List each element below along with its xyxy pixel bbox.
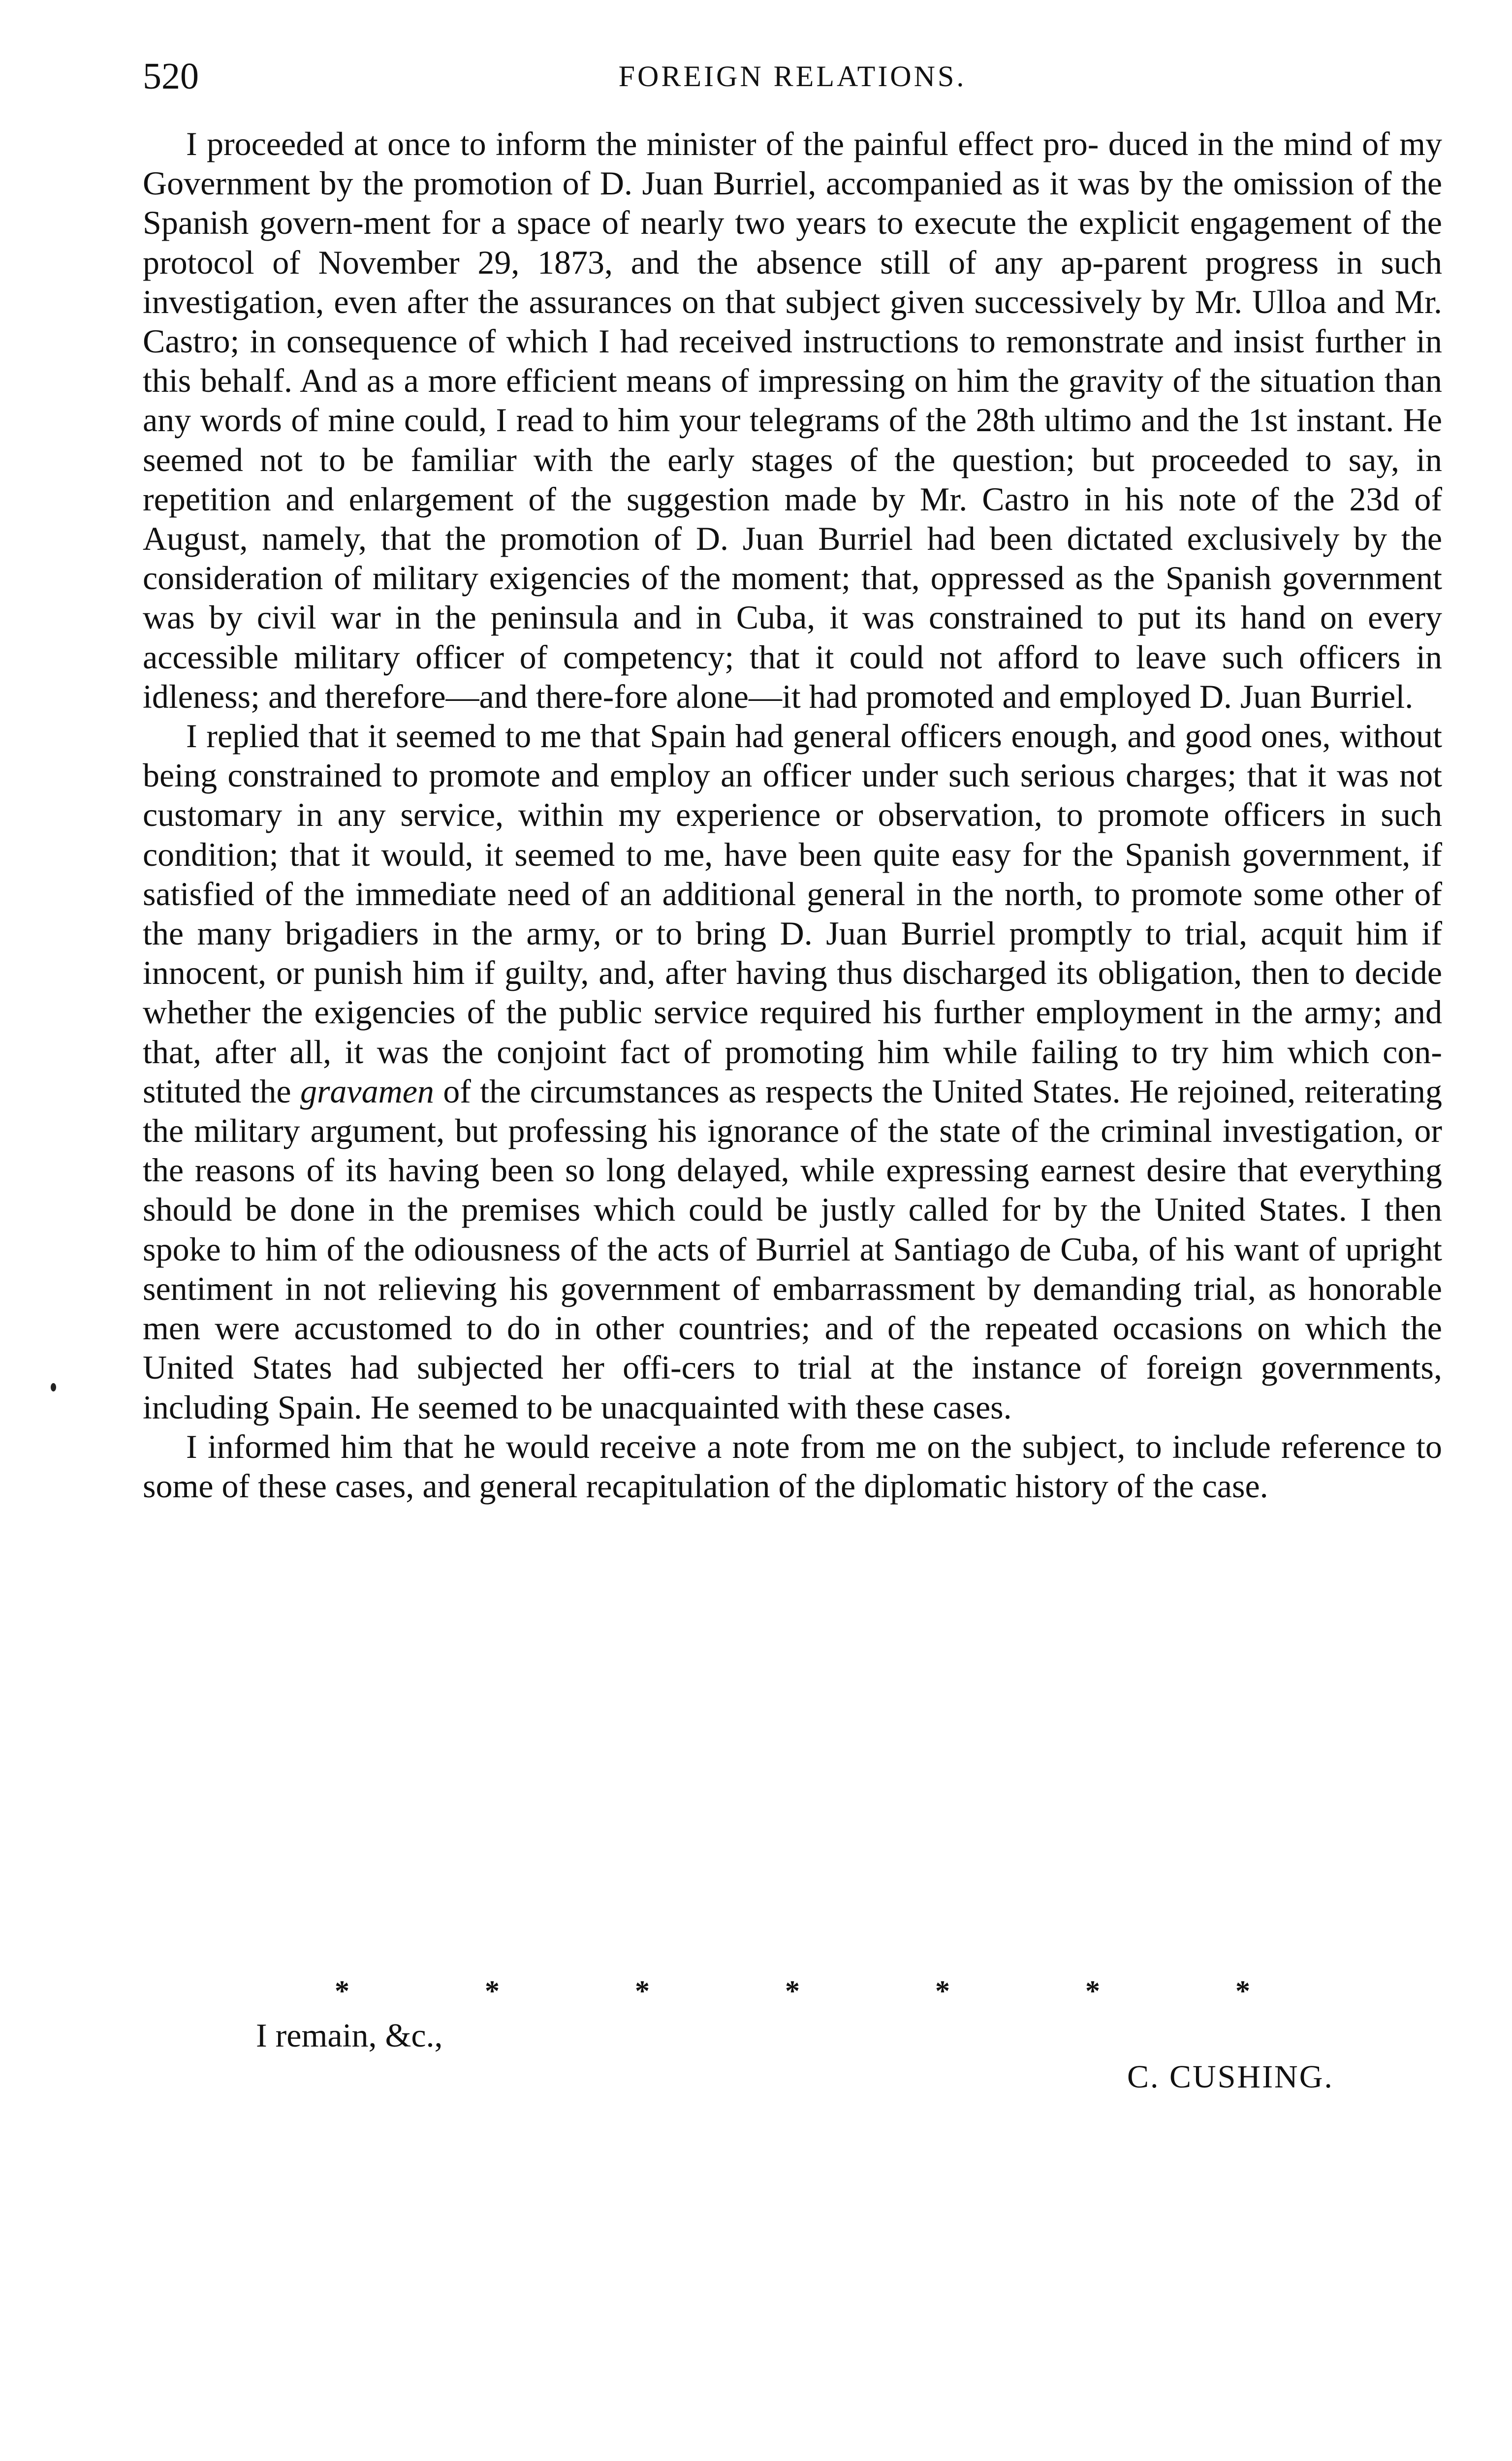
paragraph-1 — [143, 124, 1442, 716]
asterisk: * — [635, 1975, 650, 2007]
margin-mark — [51, 1383, 56, 1391]
closing-line: I remain, &c., — [256, 2017, 443, 2054]
italic-term: gravamen — [300, 1072, 434, 1110]
signature: C. CUSHING. — [1127, 2059, 1334, 2095]
asterisk: * — [1085, 1975, 1100, 2007]
asterisk: * — [335, 1975, 349, 2007]
page-number: 520 — [143, 56, 199, 97]
letter-body — [143, 124, 1442, 1506]
paragraph-2-text-a: I replied that it seemed to me that Spain had general officers enough, and good ones, without being constrained to promote and employ an officer under such serious charges; that it was not customary in any service, within my experience or observation, to promote officers in such condition; that it would, it seemed to me, have been quite easy for the Spanish government, if satisfied of the immediate need of an additional general in the north, to promote some other of the many brigadiers in the army, or to bring D. Juan Burriel promptly to trial, acquit him if innocent, or punish him if guilty, and, after having thus discharged its obligation, then to decide whether the exigencies of the public service required his further employment in the army; and that, after all, it was the conjoint fact of promoting him while failing to try him which con-stituted the — [143, 717, 1442, 1110]
paragraph-2-text-b: of the circumstances as respects the United States. He rejoined, reiterating the military argument, but professing his ignorance of the state of the criminal investigation, or the reasons of its having been so long delayed, while expressing earnest desire that everything should be done in the premises which could be justly called for by the United States. I then spoke to him of the odiousness of the acts of Burriel at Santiago de Cuba, of his want of upright sentiment in not relieving his government of embarrassment by demanding trial, as honorable men were accustomed to do in other countries; and of the repeated occasions on which the United States had subjected her offi-cers to trial at the instance of foreign governments, including Spain. He seemed to be unacquainted with these cases. — [143, 1072, 1443, 1426]
asterisk: * — [1235, 1975, 1250, 2007]
asterisk: * — [485, 1975, 500, 2007]
paragraph-2 — [143, 716, 1442, 1427]
paragraph-1-opening: I proceeded at once to inform the minister of the painful effect pro- — [186, 125, 1099, 162]
ellipsis-asterisks — [335, 1971, 1250, 2011]
page-header — [143, 52, 1442, 101]
paragraph-1-text: duced in the mind of my Government by the promotion of D. Juan Burriel, accompanied as it was by the omission of the Spanish govern-ment for a space of nearly two years to execute the explicit engagement of the protocol of November 29, 1873, and the absence still of any ap-parent progress in such investigation, even after the assurances on that subject given successively by Mr. Ulloa and Mr. Castro; in consequence of which I had received instructions to remonstrate and insist further in this behalf. And as a more efficient means of impressing on him the gravity of the situation than any words of mine could, I read to him your telegrams of the 28th ultimo and the 1st instant. He seemed not to be familiar with the early stages of the question; but proceeded to say, in repetition and enlargement of the suggestion made by Mr. Castro in his note of the 23d of August, namely, that the promotion of D. Juan Burriel had been dictated exclusively by the consideration of military exigencies of the moment; that, oppressed as the Spanish government was by civil war in the peninsula and in Cuba, it was constrained to put its hand on every accessible military officer of competency; that it could not afford to leave such officers in idleness; and therefore—and there-fore alone—it had promoted and employed D. Juan Burriel. — [143, 125, 1442, 715]
running-head: FOREIGN RELATIONS. — [618, 60, 967, 93]
paragraph-3-text: I informed him that he would receive a note from me on the subject, to include reference to some of these cases, and general recapitulation of the diplomatic history of the case. — [143, 1427, 1442, 1505]
asterisk: * — [935, 1975, 950, 2007]
asterisk: * — [785, 1975, 800, 2007]
paragraph-3 — [143, 1427, 1442, 1506]
